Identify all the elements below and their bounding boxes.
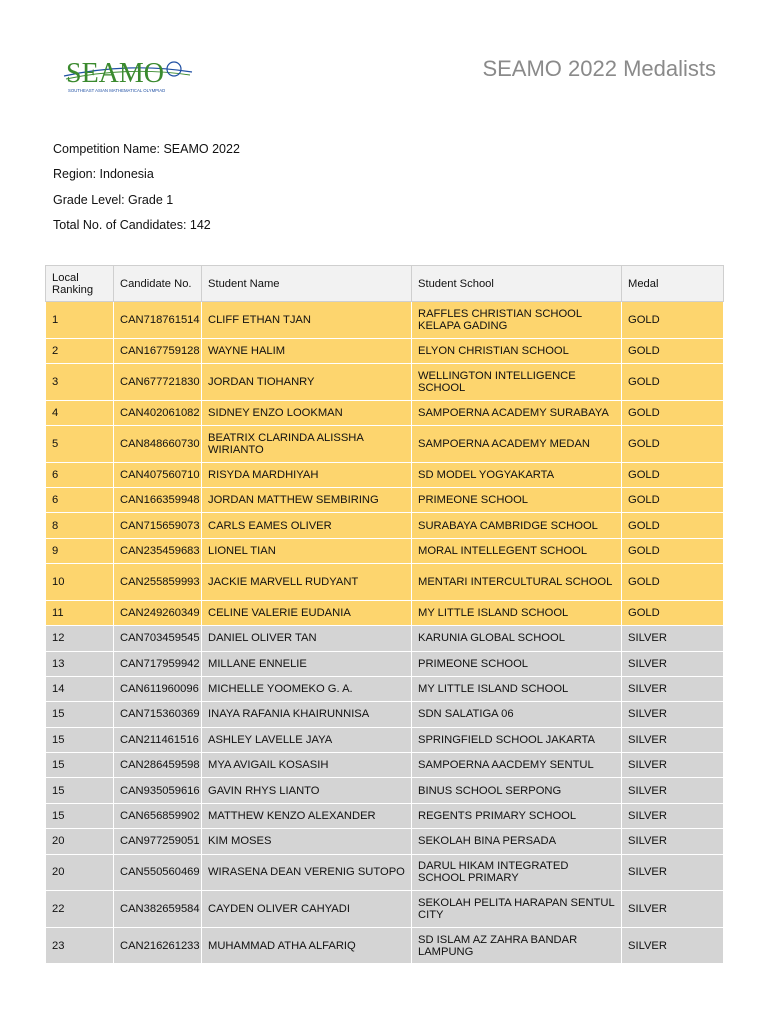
medal-cell: GOLD [622,338,724,363]
student-school-cell: DARUL HIKAM INTEGRATED SCHOOL PRIMARY [412,854,622,891]
table-row [46,702,724,727]
table-row [46,727,724,752]
candidate-no-cell: CAN216261233 [114,927,202,964]
student-name-cell: WAYNE HALIM [202,338,412,363]
candidate-no-cell: CAN167759128 [114,338,202,363]
table-header-row [46,266,724,302]
medal-cell: GOLD [622,487,724,512]
table-row [46,651,724,676]
candidate-no-cell: CAN977259051 [114,829,202,854]
student-name-cell: INAYA RAFANIA KHAIRUNNISA [202,702,412,727]
rank-cell: 8 [46,513,114,538]
student-name-cell: RISYDA MARDHIYAH [202,462,412,487]
table-row [46,927,724,964]
table-row [46,676,724,701]
candidate-no-cell: CAN611960096 [114,676,202,701]
candidate-no-cell: CAN550560469 [114,854,202,891]
medal-cell: SILVER [622,676,724,701]
student-school-cell: KARUNIA GLOBAL SCHOOL [412,626,622,651]
rank-cell: 2 [46,338,114,363]
student-name-cell: JACKIE MARVELL RUDYANT [202,564,412,601]
student-name-cell: CLIFF ETHAN TJAN [202,302,412,339]
candidate-no-cell: CAN848660730 [114,425,202,462]
medal-cell: GOLD [622,538,724,563]
student-school-cell: SAMPOERNA ACADEMY MEDAN [412,425,622,462]
table-row [46,829,724,854]
candidate-no-cell: CAN382659584 [114,891,202,928]
candidate-no-cell: CAN717959942 [114,651,202,676]
student-name-cell: KIM MOSES [202,829,412,854]
page-header [0,0,768,110]
rank-cell: 20 [46,829,114,854]
medal-cell: GOLD [622,462,724,487]
medal-cell: SILVER [622,778,724,803]
candidate-no-cell: CAN286459598 [114,753,202,778]
table-row [46,891,724,928]
table-row [46,538,724,563]
student-school-cell: SEKOLAH BINA PERSADA [412,829,622,854]
candidate-no-cell: CAN935059616 [114,778,202,803]
table-row [46,363,724,400]
student-name-cell: MILLANE ENNELIE [202,651,412,676]
student-school-cell: SPRINGFIELD SCHOOL JAKARTA [412,727,622,752]
medal-cell: GOLD [622,425,724,462]
candidate-no-cell: CAN715360369 [114,702,202,727]
student-name-cell: JORDAN TIOHANRY [202,363,412,400]
rank-cell: 5 [46,425,114,462]
medal-cell: GOLD [622,302,724,339]
candidate-no-cell: CAN715659073 [114,513,202,538]
student-school-cell: SDN SALATIGA 06 [412,702,622,727]
student-name-cell: GAVIN RHYS LIANTO [202,778,412,803]
candidate-no-cell: CAN211461516 [114,727,202,752]
student-school-cell: RAFFLES CHRISTIAN SCHOOL KELAPA GADING [412,302,622,339]
student-school-cell: MY LITTLE ISLAND SCHOOL [412,676,622,701]
rank-cell: 12 [46,626,114,651]
rank-cell: 3 [46,363,114,400]
page-title: SEAMO 2022 Medalists [482,56,716,81]
rank-cell: 23 [46,927,114,964]
medal-cell: GOLD [622,513,724,538]
total-candidates: Total No. of Candidates: 142 [53,217,211,232]
rank-cell: 15 [46,778,114,803]
student-name-cell: DANIEL OLIVER TAN [202,626,412,651]
table-row [46,302,724,339]
table-row [46,600,724,625]
student-school-cell: MENTARI INTERCULTURAL SCHOOL [412,564,622,601]
candidate-no-cell: CAN249260349 [114,600,202,625]
rank-cell: 14 [46,676,114,701]
student-school-cell: PRIMEONE SCHOOL [412,651,622,676]
student-school-cell: MY LITTLE ISLAND SCHOOL [412,600,622,625]
medal-cell: SILVER [622,854,724,891]
rank-cell: 6 [46,487,114,512]
student-school-cell: SAMPOERNA ACADEMY SURABAYA [412,400,622,425]
medal-cell: GOLD [622,600,724,625]
table-row [46,626,724,651]
grade-level: Grade Level: Grade 1 [53,192,174,207]
candidate-no-cell: CAN718761514 [114,302,202,339]
table-row [46,338,724,363]
student-name-cell: MATTHEW KENZO ALEXANDER [202,803,412,828]
table-row [46,778,724,803]
candidate-no-cell: CAN407560710 [114,462,202,487]
student-name-cell: ASHLEY LAVELLE JAYA [202,727,412,752]
table-row [46,564,724,601]
seamo-logo [58,52,198,96]
table-row [46,803,724,828]
competition-info [53,137,240,238]
medal-cell: GOLD [622,400,724,425]
student-school-cell: REGENTS PRIMARY SCHOOL [412,803,622,828]
rank-cell: 13 [46,651,114,676]
candidate-no-cell: CAN166359948 [114,487,202,512]
medal-cell: SILVER [622,753,724,778]
student-name-cell: LIONEL TIAN [202,538,412,563]
student-name-cell: SIDNEY ENZO LOOKMAN [202,400,412,425]
medal-cell: SILVER [622,829,724,854]
student-name-cell: WIRASENA DEAN VERENIG SUTOPO [202,854,412,891]
student-school-cell: SD MODEL YOGYAKARTA [412,462,622,487]
student-school-cell: BINUS SCHOOL SERPONG [412,778,622,803]
rank-cell: 4 [46,400,114,425]
table-row [46,753,724,778]
candidate-no-cell: CAN402061082 [114,400,202,425]
logo-subtext: SOUTHEAST ASIAN MATHEMATICAL OLYMPIAD [68,88,166,93]
header-local-ranking: Local Ranking [46,266,114,302]
candidate-no-cell: CAN677721830 [114,363,202,400]
table-row [46,854,724,891]
student-school-cell: PRIMEONE SCHOOL [412,487,622,512]
rank-cell: 20 [46,854,114,891]
rank-cell: 22 [46,891,114,928]
medal-cell: SILVER [622,626,724,651]
table-row [46,400,724,425]
rank-cell: 15 [46,727,114,752]
header-candidate-no: Candidate No. [114,266,202,302]
student-school-cell: ELYON CHRISTIAN SCHOOL [412,338,622,363]
competition-name: Competition Name: SEAMO 2022 [53,142,240,156]
medal-cell: SILVER [622,891,724,928]
region: Region: Indonesia [53,167,154,182]
medal-cell: SILVER [622,803,724,828]
rank-cell: 1 [46,302,114,339]
candidate-no-cell: CAN703459545 [114,626,202,651]
table-row [46,487,724,512]
student-name-cell: MYA AVIGAIL KOSASIH [202,753,412,778]
candidate-no-cell: CAN255859993 [114,564,202,601]
rank-cell: 11 [46,600,114,625]
table-row [46,462,724,487]
medal-cell: GOLD [622,363,724,400]
student-name-cell: CARLS EAMES OLIVER [202,513,412,538]
rank-cell: 10 [46,564,114,601]
student-name-cell: CAYDEN OLIVER CAHYADI [202,891,412,928]
candidate-no-cell: CAN656859902 [114,803,202,828]
logo-text: SEAMO [66,58,165,89]
rank-cell: 15 [46,753,114,778]
student-school-cell: SURABAYA CAMBRIDGE SCHOOL [412,513,622,538]
header-medal: Medal [622,266,724,302]
student-school-cell: SEKOLAH PELITA HARAPAN SENTUL CITY [412,891,622,928]
header-student-name: Student Name [202,266,412,302]
student-name-cell: BEATRIX CLARINDA ALISSHA WIRIANTO [202,425,412,462]
candidate-no-cell: CAN235459683 [114,538,202,563]
student-name-cell: MICHELLE YOOMEKO G. A. [202,676,412,701]
medalists-table [45,265,724,964]
medal-cell: SILVER [622,727,724,752]
student-school-cell: SD ISLAM AZ ZAHRA BANDAR LAMPUNG [412,927,622,964]
medal-cell: SILVER [622,651,724,676]
student-school-cell: SAMPOERNA AACDEMY SENTUL [412,753,622,778]
table-row [46,425,724,462]
rank-cell: 6 [46,462,114,487]
medal-cell: SILVER [622,927,724,964]
medal-cell: SILVER [622,702,724,727]
header-student-school: Student School [412,266,622,302]
medal-cell: GOLD [622,564,724,601]
student-school-cell: WELLINGTON INTELLIGENCE SCHOOL [412,363,622,400]
rank-cell: 9 [46,538,114,563]
rank-cell: 15 [46,702,114,727]
table-row [46,513,724,538]
student-school-cell: MORAL INTELLEGENT SCHOOL [412,538,622,563]
student-name-cell: JORDAN MATTHEW SEMBIRING [202,487,412,512]
student-name-cell: CELINE VALERIE EUDANIA [202,600,412,625]
rank-cell: 15 [46,803,114,828]
student-name-cell: MUHAMMAD ATHA ALFARIQ [202,927,412,964]
